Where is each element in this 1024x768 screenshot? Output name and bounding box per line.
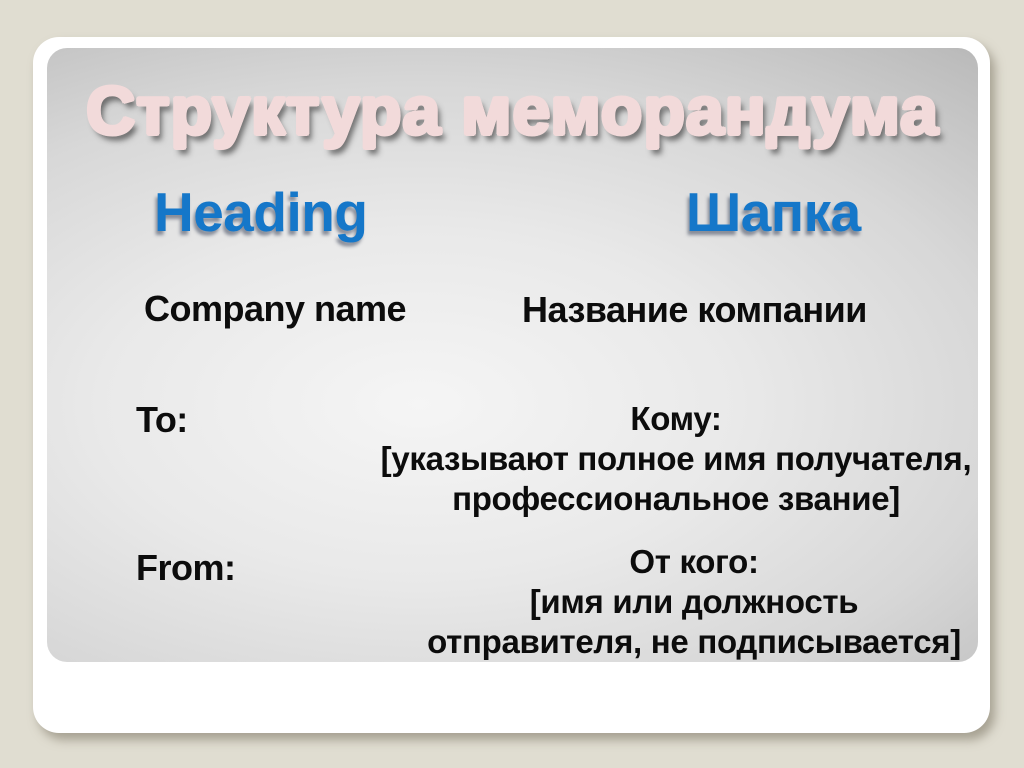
from-description-line: От кого:: [629, 543, 759, 580]
content-panel: [47, 48, 978, 662]
to-description-line: [указывают полное имя получателя,: [380, 440, 972, 477]
to-label: To:: [136, 399, 188, 440]
column-header-heading-en: Heading: [154, 181, 368, 243]
to-description-line: профессиональное звание]: [452, 480, 900, 517]
from-description-line: [имя или должность: [529, 583, 859, 620]
to-description: [336, 399, 1016, 519]
company-name-label-ru: Название компании: [522, 289, 867, 330]
column-header-heading-ru: Шапка: [686, 181, 861, 243]
company-name-label-en: Company name: [144, 288, 407, 329]
from-description: [354, 542, 1024, 662]
from-label: From:: [136, 547, 236, 588]
from-description-line: отправителя, не подписывается]: [427, 623, 961, 660]
slide-title: Структура меморандума: [47, 74, 978, 149]
slide-card: [33, 37, 990, 733]
to-description-line: Кому:: [630, 400, 722, 437]
